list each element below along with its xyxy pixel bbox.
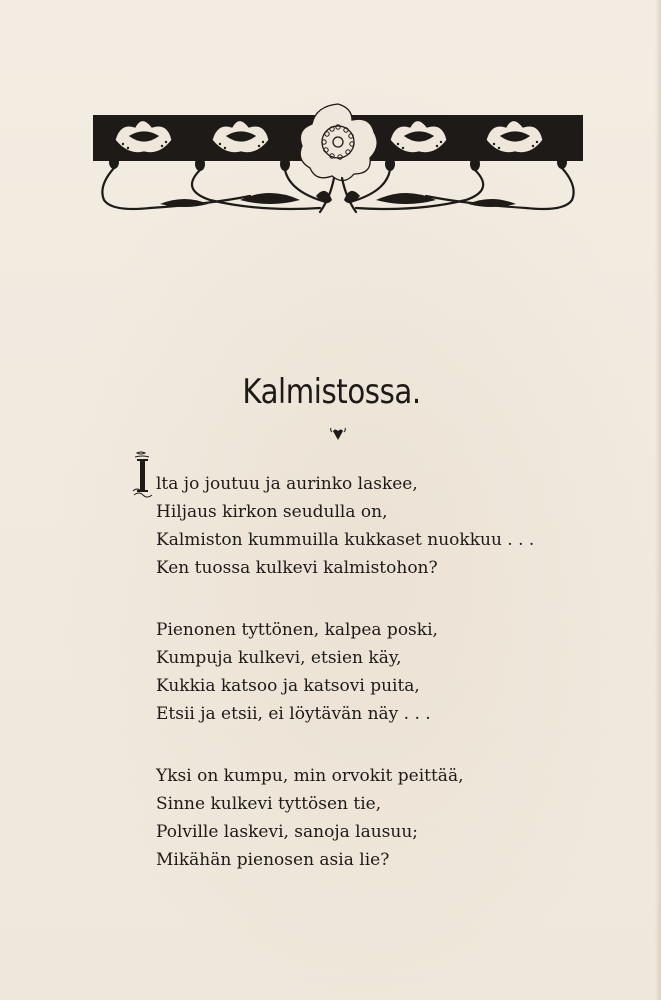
verse-line: Kukkia katsoo ja katsovi puita,	[156, 676, 420, 696]
verse-line: Polville laskevi, sanoja lausuu;	[156, 822, 419, 842]
stanza-2	[156, 616, 576, 728]
poem-title: Kalmistossa.	[242, 372, 421, 412]
verse-line: Pienonen tyttönen, kalpea poski,	[156, 620, 438, 640]
verse-line: Kumpuja kulkevi, etsien käy,	[156, 648, 402, 668]
stanza-3	[156, 762, 576, 874]
verse-line: Ken tuossa kulkevi kalmistohon?	[156, 558, 438, 578]
verse-line: Hiljaus kirkon seudulla on,	[156, 502, 388, 522]
verse-line: Yksi on kumpu, min orvokit peittää,	[156, 766, 464, 786]
verse-line: Kalmiston kummuilla kukkaset nuokkuu . . .	[156, 530, 535, 550]
svg-text:I: I	[142, 481, 143, 482]
verse-line: Sinne kulkevi tyttösen tie,	[156, 794, 382, 814]
verse-line: Mikähän pienosen asia lie?	[156, 850, 390, 870]
poem-body	[156, 470, 576, 908]
fleuron-icon	[330, 427, 346, 441]
page-edge-shadow	[655, 0, 661, 1000]
floral-header-ornament	[90, 100, 585, 220]
verse-line: Etsii ja etsii, ei löytävän näy . . .	[156, 704, 431, 724]
stanza-1	[156, 470, 576, 582]
dropcap-letter	[131, 451, 155, 499]
verse-line: lta jo joutuu ja aurinko laskee,	[156, 474, 418, 494]
